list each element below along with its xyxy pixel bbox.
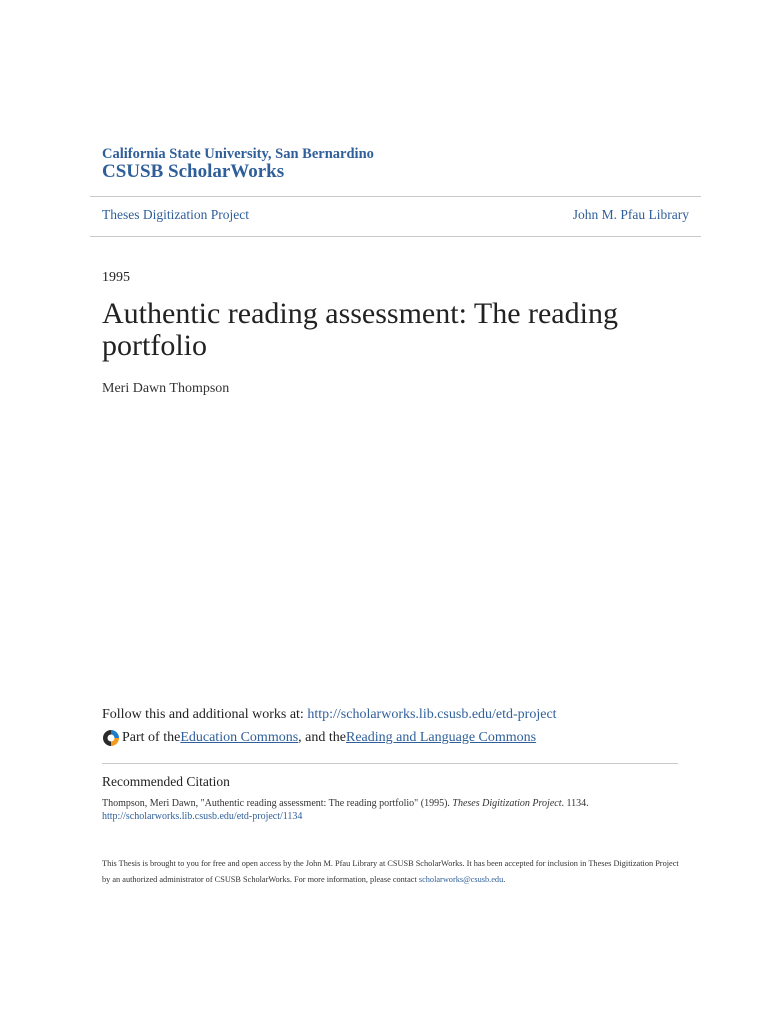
collection-link[interactable]: Theses Digitization Project: [102, 207, 249, 222]
repository-name: CSUSB ScholarWorks: [102, 161, 285, 182]
citation-text: [102, 797, 589, 810]
follow-line: [102, 707, 557, 723]
document-title: Authentic reading assessment: The reading portfolio: [102, 297, 618, 362]
notice-end: .: [503, 875, 506, 884]
citation-heading: Recommended Citation: [102, 774, 230, 789]
header-divider-top: [90, 196, 701, 197]
library-link[interactable]: John M. Pfau Library: [572, 207, 689, 222]
institution-name: California State University, San Bernardino: [102, 146, 374, 162]
notice-text: This Thesis is brought to you for free and open access by the John M. Pfau Library at CSUSB ScholarWorks. It has been accepted for inclusion in Theses Digitization Project by an authorized administrator of CSUSB ScholarWorks. For more information, please contact: [102, 859, 679, 884]
part-of-line: [102, 729, 536, 747]
citation-text-after: . 1134.: [561, 798, 589, 809]
follow-prefix: Follow this and additional works at:: [102, 707, 308, 722]
part-of-prefix: Part of the: [122, 730, 181, 745]
reading-language-commons-link[interactable]: Reading and Language Commons: [345, 730, 537, 745]
education-commons-link[interactable]: Education Commons: [180, 730, 299, 745]
follow-url-link[interactable]: http://scholarworks.lib.csusb.edu/etd-project: [307, 707, 557, 722]
citation-url-link[interactable]: http://scholarworks.lib.csusb.edu/etd-project/1134: [102, 811, 303, 822]
citation-text-before: Thompson, Meri Dawn, "Authentic reading assessment: The reading portfolio" (1995).: [102, 798, 453, 809]
part-of-middle: , and the: [298, 730, 346, 745]
publication-year: 1995: [102, 270, 130, 285]
header-divider-bottom: [90, 236, 701, 237]
digital-commons-icon: [102, 729, 120, 747]
document-author: Meri Dawn Thompson: [102, 381, 230, 396]
contact-email-link[interactable]: scholarworks@csusb.edu: [418, 875, 504, 884]
citation-divider: [102, 763, 678, 764]
access-notice: [102, 856, 682, 888]
citation-series: Theses Digitization Project: [452, 798, 562, 809]
